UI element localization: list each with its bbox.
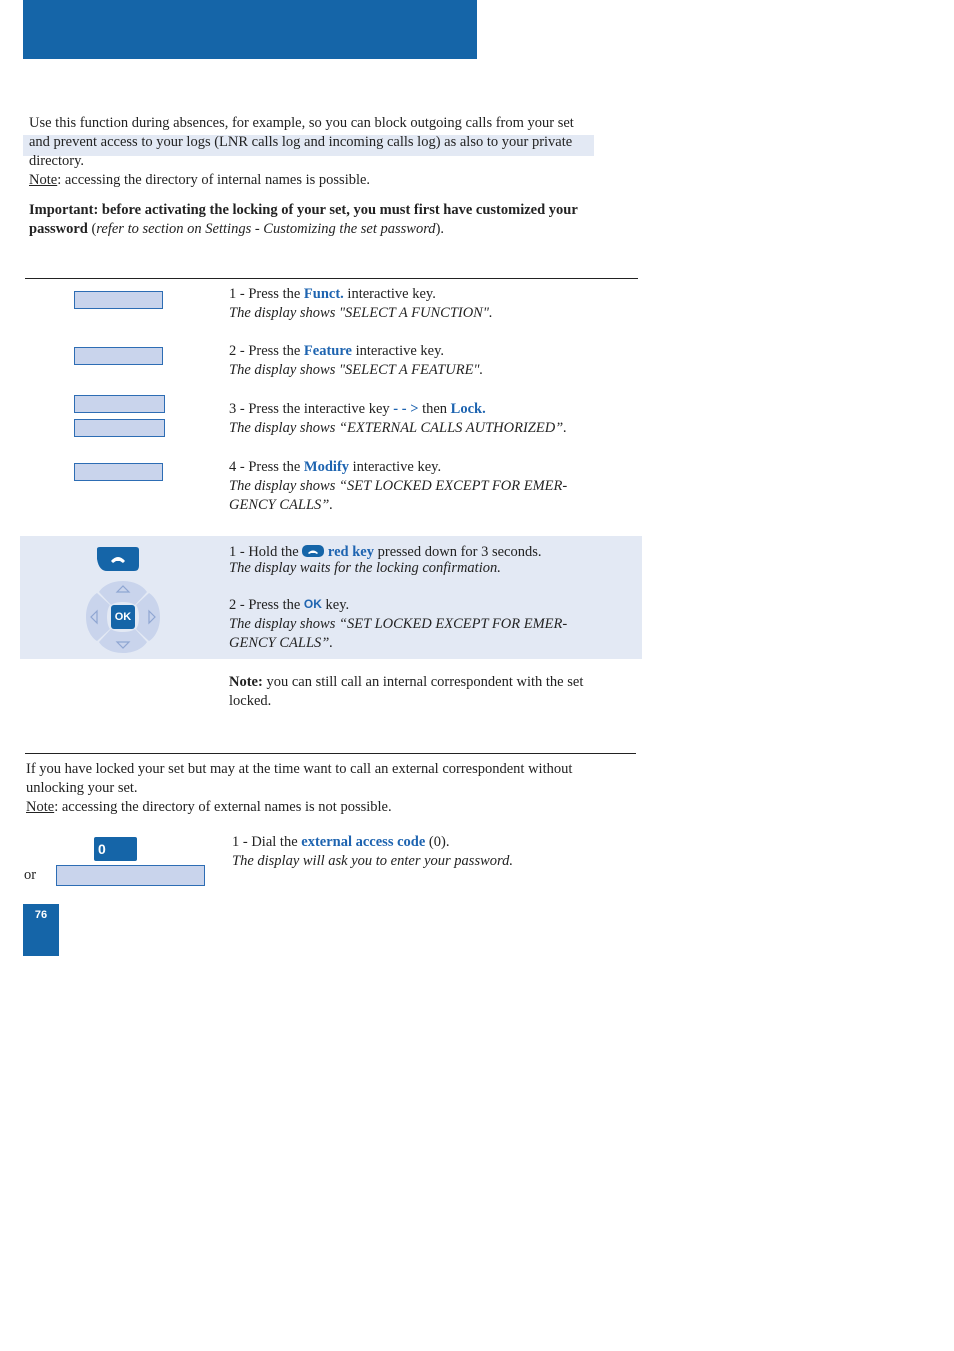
lock-note-text-1: you can still call an internal correspondent with the set (262, 674, 584, 690)
important-bold-2: password (29, 221, 88, 237)
step-display: The display shows "SELECT A FUNCTION". (229, 305, 493, 321)
step-display: The display will ask you to enter your password. (232, 853, 513, 869)
step-key: Modify (303, 459, 350, 475)
section-rule-1 (25, 278, 638, 279)
step-key-2: Lock. (450, 401, 486, 417)
step-suffix: key. (321, 597, 350, 613)
step-suffix: pressed down for 3 seconds. (373, 544, 542, 560)
intro-note (29, 171, 629, 190)
zero-key[interactable]: 0 (94, 837, 137, 861)
lock-step-2 (229, 342, 639, 380)
important-line-1: Important: before activating the locking of your set, you must first have customized your (29, 202, 578, 218)
lock-note (229, 673, 639, 711)
intro-line-3: directory. (29, 153, 85, 169)
section-rule-2 (25, 753, 636, 754)
intro-line-1: Use this function during absences, for example, so you can block outgoing calls from your set (29, 115, 574, 131)
next-key[interactable] (74, 395, 165, 413)
alt-step-1 (229, 544, 639, 576)
step-prefix: 2 - Press the (229, 343, 304, 359)
lock-step-4 (229, 458, 639, 515)
step-suffix: (0). (425, 834, 450, 850)
step-display-2: GENCY CALLS”. (229, 497, 333, 513)
lock-key[interactable] (74, 419, 165, 437)
intro-line-2: and prevent access to your logs (LNR calls log and incoming calls log) as also to your private (29, 134, 573, 150)
step-middle: then (418, 401, 451, 417)
external-step-1 (232, 833, 642, 871)
step-key: external access code (301, 834, 426, 850)
step-display-1: The display shows “SET LOCKED EXCEPT FOR EMER- (229, 616, 568, 632)
lock-step-3 (229, 400, 639, 438)
note-label: Note (29, 172, 58, 188)
step-prefix: 1 - Hold the (229, 544, 303, 560)
step-display: The display shows "SELECT A FEATURE". (229, 362, 484, 378)
page-number-box (23, 904, 59, 956)
external-line-2: unlocking your set. (26, 780, 138, 796)
step-prefix: 2 - Press the (229, 597, 304, 613)
step-display: The display shows “EXTERNAL CALLS AUTHORIZED”. (229, 420, 567, 436)
intro-text (29, 114, 629, 190)
step-key: Feature (303, 343, 352, 359)
step-display-1: The display shows “SET LOCKED EXCEPT FOR EMER- (229, 478, 568, 494)
feature-key[interactable] (74, 347, 163, 365)
red-key-inline-icon (302, 545, 324, 557)
note-text: : accessing the directory of internal names is possible. (57, 172, 371, 188)
page-number: 76 (34, 909, 48, 921)
step-display-2: GENCY CALLS”. (229, 635, 333, 651)
external-access-key[interactable] (56, 865, 205, 886)
external-text (26, 760, 631, 817)
header-bar (23, 0, 477, 59)
external-note-label: Note (26, 799, 55, 815)
red-key-icon[interactable] (95, 546, 141, 572)
important-close: ). (435, 221, 445, 237)
step-key: - - > (393, 401, 419, 417)
important-text (29, 201, 634, 239)
important-ref: refer to section on Settings - Customizing the set password (96, 221, 436, 237)
step-prefix: 3 - Press the interactive key (229, 401, 394, 417)
lock-step-1 (229, 285, 639, 323)
external-note (26, 798, 631, 817)
step-key: Funct. (303, 286, 344, 302)
important-line-2 (29, 220, 634, 239)
external-note-text: : accessing the directory of external names is not possible. (54, 799, 392, 815)
step-key: red key (327, 544, 374, 560)
lock-note-label: Note: (229, 674, 263, 690)
or-label: or (24, 867, 37, 883)
step-prefix: 1 - Press the (229, 286, 304, 302)
ok-key-label: OK (114, 611, 132, 623)
step-prefix: 1 - Dial the (232, 834, 302, 850)
step-prefix: 4 - Press the (229, 459, 304, 475)
important-open: ( (87, 221, 97, 237)
alt-step-2 (229, 595, 639, 653)
step-suffix: interactive key. (343, 286, 436, 302)
step-suffix: interactive key. (349, 459, 442, 475)
external-line-1: If you have locked your set but may at the time want to call an external correspondent without (26, 761, 573, 777)
funct-key[interactable] (74, 291, 163, 309)
ok-inline-icon: OK (303, 597, 322, 611)
step-suffix: interactive key. (351, 343, 445, 359)
modify-key[interactable] (74, 463, 163, 481)
lock-note-text-2: locked. (229, 693, 272, 709)
step-display: The display waits for the locking confirmation. (229, 560, 501, 576)
